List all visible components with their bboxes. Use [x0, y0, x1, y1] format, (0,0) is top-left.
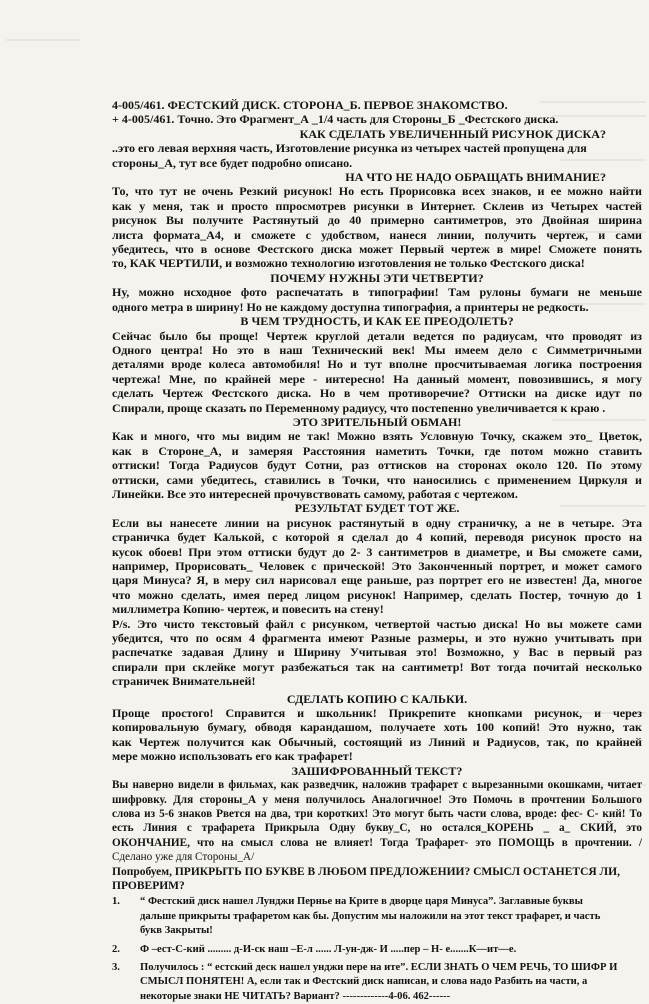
para-line: спирали при склейке могут разбежаться так на сантиметр! Вот тогда почитай несколько [112, 659, 642, 674]
list-number: 2. [112, 943, 120, 955]
para-line: Попробуем, ПРИКРЫТЬ ПО БУКВЕ В ЛЮБОМ ПРЕДЛОЖЕНИИ? СМЫСЛ ОСТАНЕТСЯ ЛИ, [112, 865, 620, 878]
doc-title: 4-005/461. ФЕСТСКИЙ ДИСК. СТОРОНА_Б. ПЕРВОЕ ЗНАКОМСТВО. [112, 98, 508, 112]
para-line: ..это его левая верхняя часть, Изготовление рисунка из четырех частей пропущена для [112, 141, 587, 156]
para-line: что можно сделать, имея перед лицом рисунок! Например, сделать Постер, точную до 1 [112, 587, 642, 602]
para-line: Сделано уже для Стороны_А/ [112, 851, 255, 864]
list-number: 3. [112, 961, 120, 973]
list-item [112, 943, 642, 957]
para-line: листа формата_А4, и сможете с удобством, нанеся линии, получить чертеж, и сами [112, 227, 642, 242]
para-line: например, Прорисовать_ Человек с прической! Это Законченный портрет, и может самого [112, 559, 642, 573]
para-line: P/s. Это чисто текстовый файл с рисунком, четвертой частью диска! Но вы можете сами [112, 616, 642, 631]
heading-illusion: ЭТО ЗРИТЕЛЬНЫЙ ОБМАН! [292, 414, 462, 429]
para-line: стороны_А, тут все будет подробно описано. [112, 155, 353, 170]
para-line: страничка будет Калькой, с которой я сделал до 4 копий, переводя рисунок просто на [112, 530, 642, 545]
para-line: ПРОВЕРИМ? [112, 879, 185, 892]
para-line: убедитесь, что в основе Фестского диска может Первый чертеж в мире! Сможете понять [112, 242, 642, 257]
document-body [112, 98, 642, 1004]
para-line: убедится, что по осям 4 фрагмента имеют Разные размеры, и это нужно учитывать при [112, 631, 642, 646]
para-line: как Чертеж получится как Обычный, состоящий из Линий и Радиусов, так, по крайней [112, 734, 642, 749]
list-item-cont: букв Закрыты! [140, 925, 213, 937]
heading-quarters: ПОЧЕМУ НУЖНЫ ЭТИ ЧЕТВЕРТИ? [270, 270, 484, 285]
list-item-cont: СМЫСЛ ПОНЯТЕН! А, если так и Фестский диск написан, и слова надо Разбить на части, а [140, 976, 588, 988]
para-line: то, КАК ЧЕРТИЛИ, и возможно технологию изготовления не только Фестского диска! [112, 256, 585, 271]
list-item [112, 895, 642, 909]
para-line: Если вы нанесете линии на рисунок растянутый в одну страничку, а не в четыре. Эта [112, 515, 642, 530]
list-item-cont: дальше прикрыты трафаретом как бы. Допустим мы наложили на этот текст трафарет, и часть [140, 910, 601, 922]
heading-enlarged-drawing: КАК СДЕЛАТЬ УВЕЛИЧЕННЫЙ РИСУНОК ДИСКА? [299, 126, 606, 141]
para-line: мере можно использовать его как трафарет! [112, 749, 353, 764]
para-line: страничек Внимательней! [112, 674, 256, 689]
list-item [112, 961, 642, 975]
heading-difficulty: В ЧЕМ ТРУДНОСТЬ, И КАК ЕЕ ПРЕОДОЛЕТЬ? [240, 314, 514, 329]
para-line: деталями вроде колеса автомобиля! Но и тут вполне просчитываемая логика построения [112, 357, 642, 372]
para-line: ОКОНЧАНИЕ, что на смысл слова не влияет! Тогда Трафарет- это ПОМОЩЬ в прочтении. / [112, 836, 642, 849]
para-line: Линейки. Все это интересней прочувствовать самому, работая с чертежом. [112, 486, 518, 501]
para-line: слова из 5-6 знаков Рвется на два, три коротких! Это могут быть части слова, вроде: фес- С- кий! То [112, 807, 642, 820]
para-line: кусок обоев! При этом оттиски будут до 2- 3 сантиметров в диаметре, и Вы сможете сами, [112, 544, 642, 559]
para-line: как в Стороне_А, и замеряя Расстояния наметить Точки, где потом можно ставить [112, 443, 642, 458]
para-line: То, что тут не очень Резкий рисунок! Но есть Прорисовка всех знаков, и ее можно найти [112, 184, 642, 199]
heading-ignore: НА ЧТО НЕ НАДО ОБРАЩАТЬ ВНИМАНИЕ? [345, 170, 606, 185]
para-line: как у меня, так и просто ппросмотрев рисунки в Интернет. Склеив из Четырех частей [112, 198, 642, 213]
para-line: копировальную бумагу, обводя карандашом, получаете хоть 100 копий! Это нужно, так [112, 720, 642, 735]
doc-subtitle: + 4-005/461. Точно. Это Фрагмент_А _1/4 часть для Стороны_Б _Фестского диска. [112, 112, 559, 127]
para-line: рисунок Вы получите Растянутый до 40 примерно сантиметров, это Двойная ширина [112, 213, 642, 228]
list-item-cont: некоторые знаки НЕ ЧИТАТЬ? Вариант? -------------4-06. 462------ [140, 990, 451, 1002]
para-line: миллиметра Копию- чертеж, и повесить на стену! [112, 602, 384, 617]
para-line: распечатке задавая Длину и Ширину Учитывая это! Возможно, у Вас в первый раз [112, 645, 642, 660]
para-line: Ну, можно исходное фото распечатать в типографии! Там рулоны бумаги не меньше [112, 285, 642, 300]
para-line: царя Минуса? Я, в меру сил нарисовал еще раньше, раз портрет его не известен! Да, многое [112, 573, 642, 588]
heading-encrypted: ЗАШИФРОВАННЫЙ ТЕКСТ? [291, 763, 463, 778]
para-line: шифровку. Для стороны_А у меня получилось Аналогичное! Это Помочь в прочтении Большого [112, 793, 642, 806]
list-item-text: Ф –ест-С-кий ......... д-И-ск наш –Е-л ...... Л-ун-дж- И .....пер – Н- е.......К—ит—е. [140, 943, 517, 955]
para-line: оттиски! Тогда Радиусов будут Сотни, раз оттисков на сторонах около 120. По этому [112, 458, 642, 473]
list-item-text: Получилось : “ естский деск нашел унджи пере на ите”. ЕСЛИ ЗНАТЬ О ЧЕМ РЕЧЬ, ТО ШИФР И [140, 961, 618, 973]
heading-result: РЕЗУЛЬТАТ БУДЕТ ТОТ ЖЕ. [294, 501, 460, 516]
para-line: Проще простого! Справится и школьник! Прикрепите кнопками рисунок, и через [112, 706, 642, 721]
para-line: Вы наверно видели в фильмах, как разведчик, наложив трафарет с вырезанными окошками, читает [112, 779, 642, 792]
para-line: оттиски, сами убедитесь, ставились в Точки, что наносились с применением Циркуля и [112, 472, 642, 487]
para-line: есть Линия с трафарета Прикрыла Одну букву_С, но остался_КОРЕНЬ _ а_ СКИЙ, это [112, 822, 642, 835]
list-item-text: “ Фестский диск нашел Лунджи Пернье на Крите в дворце царя Минуса”. Заглавные буквы [140, 896, 583, 908]
para-line: Одного центра! Но это в наш Технический век! Мы имеем дело с Симметричными [112, 342, 642, 357]
list-number: 1. [112, 896, 120, 908]
para-line: одного метра в ширину! Но не каждому доступна типография, а принтеры не редкость. [112, 299, 589, 314]
para-line: Как и много, что мы видим не так! Можно взять Условную Точку, скажем это_ Цветок, [112, 429, 642, 444]
para-line: Спирали, проще сказать по Переменному радиусу, что постепенно увеличивается к краю . [112, 400, 606, 415]
para-line: сделать Чертеж Фестского диска. Но в чем противоречие? Оттиски на диске идут по [112, 386, 642, 401]
para-line: Сейчас было бы проще! Чертеж круглой детали ведется по радиусам, что проводят из [112, 328, 642, 343]
heading-copy: СДЕЛАТЬ КОПИЮ С КАЛЬКИ. [286, 691, 468, 706]
para-line: чертежа! Мне, по крайней мере - интересно! На данный момент, повозившись, я могу [112, 371, 642, 386]
